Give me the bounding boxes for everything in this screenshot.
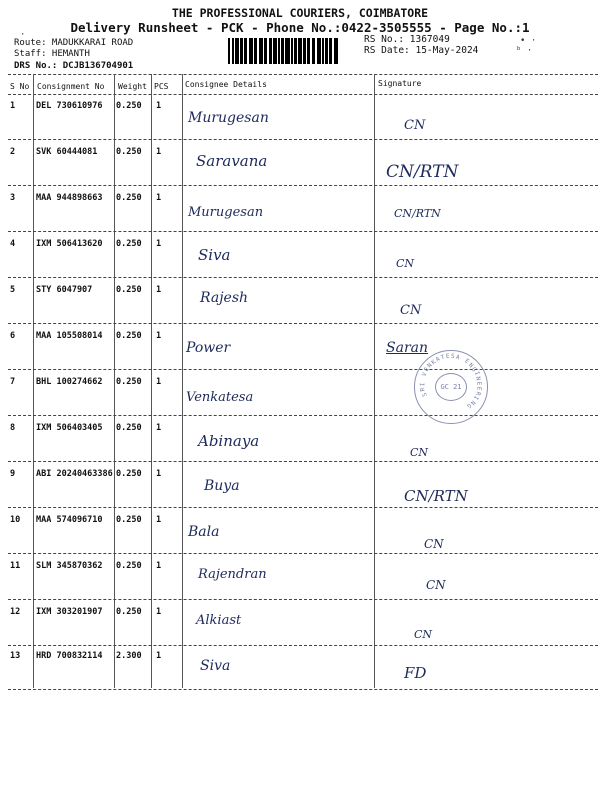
row-consignee-handwritten: Rajesh bbox=[200, 290, 249, 306]
barcode-bar bbox=[233, 38, 234, 64]
barcode-bar bbox=[242, 38, 243, 64]
barcode-bar bbox=[279, 38, 280, 64]
row-signature: CN bbox=[396, 257, 415, 270]
row-divider bbox=[8, 185, 598, 186]
row-signature: FD bbox=[404, 664, 427, 682]
row-sno: 2 bbox=[10, 147, 16, 157]
row-consignee-handwritten: Alkiast bbox=[196, 613, 242, 628]
barcode-bar bbox=[292, 38, 293, 64]
row-sno: 6 bbox=[10, 331, 16, 341]
row-sno: 10 bbox=[10, 515, 21, 525]
col-header-weight: Weight bbox=[118, 82, 147, 91]
row-sno: 1 bbox=[10, 101, 16, 111]
row-weight: 0.250 bbox=[116, 147, 142, 157]
row-divider bbox=[8, 415, 598, 416]
row-signature: CN bbox=[400, 303, 422, 318]
stamp-letter: I bbox=[419, 382, 427, 386]
row-consignment: MAA 944898663 bbox=[36, 193, 103, 203]
row-divider bbox=[8, 553, 598, 554]
col-divider bbox=[33, 74, 34, 688]
stamp-letter: I bbox=[471, 394, 480, 402]
col-divider bbox=[114, 74, 115, 688]
row-divider bbox=[8, 507, 598, 508]
row-consignee-handwritten: Power bbox=[186, 340, 231, 356]
row-consignment: ABI 20240463386 bbox=[36, 469, 113, 479]
barcode-bar bbox=[274, 38, 277, 64]
barcode-bar bbox=[245, 38, 247, 64]
stamp-center: GC 21 bbox=[435, 373, 467, 401]
col-header-signature: Signature bbox=[378, 79, 422, 88]
row-divider bbox=[8, 231, 598, 232]
row-pcs: 1 bbox=[156, 101, 162, 111]
row-signature: CN bbox=[414, 628, 433, 641]
row-consignee-handwritten: Siva bbox=[198, 246, 231, 264]
row-consignment: SLM 345870362 bbox=[36, 561, 103, 571]
row-signature: CN bbox=[424, 537, 444, 551]
stamp-letter: A bbox=[455, 353, 461, 362]
stamp-letter: N bbox=[426, 361, 434, 370]
table-bottom-rule bbox=[8, 689, 598, 690]
staff-label: Staff: HEMANTH bbox=[14, 49, 90, 59]
rs-number: RS No.: 1367049 bbox=[364, 34, 450, 45]
stamp-letter: E bbox=[445, 352, 451, 361]
barcode-bar bbox=[330, 38, 332, 64]
row-sno: 13 bbox=[10, 651, 21, 661]
row-sno: 3 bbox=[10, 193, 16, 203]
stamp-letter: E bbox=[463, 357, 471, 366]
row-sno: 8 bbox=[10, 423, 16, 433]
stamp-letter: E bbox=[474, 386, 483, 391]
barcode-bar bbox=[260, 38, 263, 64]
col-divider bbox=[151, 74, 152, 688]
col-header-sno: S No bbox=[10, 82, 30, 91]
row-pcs: 1 bbox=[156, 607, 162, 617]
row-consignment: HRD 700832114 bbox=[36, 651, 103, 661]
stamp-letter: G bbox=[470, 365, 479, 373]
table-top-rule bbox=[8, 74, 598, 75]
row-pcs: 1 bbox=[156, 285, 162, 295]
stamp-letter: N bbox=[467, 361, 475, 369]
row-divider bbox=[8, 461, 598, 462]
stamp-letter: S bbox=[450, 352, 456, 361]
row-consignee-handwritten: Saravana bbox=[196, 152, 268, 170]
row-consignment: IXM 506413620 bbox=[36, 239, 103, 249]
row-signature: CN bbox=[404, 118, 426, 133]
row-consignment: IXM 303201907 bbox=[36, 607, 103, 617]
row-sno: 7 bbox=[10, 377, 16, 387]
barcode-bar bbox=[323, 38, 324, 64]
row-consignment: DEL 730610976 bbox=[36, 101, 103, 111]
row-divider bbox=[8, 139, 598, 140]
col-divider bbox=[374, 74, 375, 688]
row-divider bbox=[8, 323, 598, 324]
row-consignee-handwritten: Buya bbox=[204, 478, 240, 494]
row-signature: CN/RTN bbox=[404, 487, 468, 505]
row-pcs: 1 bbox=[156, 469, 162, 479]
barcode-bar bbox=[308, 38, 310, 64]
row-pcs: 1 bbox=[156, 515, 162, 525]
row-pcs: 1 bbox=[156, 147, 162, 157]
barcode-bar bbox=[271, 38, 272, 64]
row-consignment: BHL 100274662 bbox=[36, 377, 103, 387]
stamp-letter: K bbox=[430, 358, 438, 367]
row-weight: 0.250 bbox=[116, 101, 142, 111]
row-consignee-handwritten: Rajendran bbox=[198, 567, 267, 582]
row-weight: 2.300 bbox=[116, 651, 142, 661]
stamp-letter: A bbox=[434, 355, 442, 364]
barcode-bar bbox=[337, 38, 338, 64]
stamp-letter: N bbox=[468, 398, 477, 406]
col-header-consignment: Consignment No bbox=[37, 82, 105, 91]
scan-mark: • · bbox=[520, 36, 537, 46]
row-signature: CN bbox=[410, 446, 429, 459]
row-consignment: SVK 60444081 bbox=[36, 147, 98, 157]
route-label: Route: MADUKKARAI ROAD bbox=[14, 38, 134, 48]
barcode-bar bbox=[296, 38, 297, 64]
header-bottom-rule bbox=[8, 94, 598, 95]
stamp-letter: R bbox=[473, 390, 482, 397]
row-pcs: 1 bbox=[156, 423, 162, 433]
row-weight: 0.250 bbox=[116, 607, 142, 617]
row-weight: 0.250 bbox=[116, 193, 142, 203]
row-sno: 11 bbox=[10, 561, 21, 571]
row-consignment: IXM 506403405 bbox=[36, 423, 103, 433]
row-pcs: 1 bbox=[156, 561, 162, 571]
row-consignee-handwritten: Abinaya bbox=[198, 432, 260, 450]
row-consignee-handwritten: Bala bbox=[188, 524, 220, 540]
row-consignee-handwritten: Murugesan bbox=[188, 110, 269, 126]
stamp-letter: E bbox=[475, 381, 483, 386]
row-signature: CN/RTN bbox=[394, 207, 441, 220]
barcode-bar bbox=[255, 38, 257, 64]
row-divider bbox=[8, 277, 598, 278]
row-pcs: 1 bbox=[156, 193, 162, 203]
row-sno: 4 bbox=[10, 239, 16, 249]
row-signature: CN bbox=[426, 578, 446, 592]
col-header-pcs: PCS bbox=[154, 82, 169, 91]
row-weight: 0.250 bbox=[116, 285, 142, 295]
barcode-bar bbox=[252, 38, 253, 64]
runsheet-subtitle: Delivery Runsheet - PCK - Phone No.:0422-3505555 - Page No.:1 bbox=[70, 20, 530, 35]
barcode-bar bbox=[238, 38, 239, 64]
stamp-letter: I bbox=[472, 370, 481, 377]
barcode-bar bbox=[228, 38, 230, 64]
row-signature: CN/RTN bbox=[386, 162, 459, 182]
row-sno: 9 bbox=[10, 469, 16, 479]
stamp-letter: N bbox=[474, 375, 482, 381]
col-divider bbox=[182, 74, 183, 688]
row-weight: 0.250 bbox=[116, 469, 142, 479]
row-pcs: 1 bbox=[156, 239, 162, 249]
row-weight: 0.250 bbox=[116, 561, 142, 571]
row-pcs: 1 bbox=[156, 651, 162, 661]
row-divider bbox=[8, 599, 598, 600]
barcode-bar bbox=[327, 38, 328, 64]
row-weight: 0.250 bbox=[116, 239, 142, 249]
drs-number: DRS No.: DCJB136704901 bbox=[14, 61, 134, 71]
row-consignee-handwritten: Murugesan bbox=[188, 205, 264, 220]
row-consignment: MAA 105508014 bbox=[36, 331, 103, 341]
col-header-consignee: Consignee Details bbox=[185, 80, 267, 89]
scan-mark: ᵇ · bbox=[516, 46, 533, 56]
barcode-bar bbox=[305, 38, 306, 64]
company-title: THE PROFESSIONAL COURIERS, COIMBATORE bbox=[171, 6, 429, 20]
row-signature: Saran bbox=[386, 340, 428, 356]
row-sno: 5 bbox=[10, 285, 16, 295]
row-divider bbox=[8, 645, 598, 646]
stamp-letter: V bbox=[420, 371, 429, 378]
row-consignee-handwritten: Siva bbox=[200, 658, 231, 674]
row-sno: 12 bbox=[10, 607, 21, 617]
barcode-bar bbox=[265, 38, 267, 64]
row-weight: 0.250 bbox=[116, 423, 142, 433]
row-weight: 0.250 bbox=[116, 515, 142, 525]
row-consignment: STY 6047907 bbox=[36, 285, 93, 295]
barcode-bar bbox=[299, 38, 302, 64]
stamp-letter: R bbox=[419, 386, 427, 392]
row-divider bbox=[8, 369, 598, 370]
row-pcs: 1 bbox=[156, 377, 162, 387]
scan-mark: · bbox=[20, 30, 26, 40]
barcode-bar bbox=[287, 38, 290, 64]
stamp-letter: S bbox=[420, 391, 429, 397]
stamp-letter: G bbox=[465, 401, 473, 410]
barcode-image bbox=[228, 38, 354, 64]
company-stamp bbox=[414, 350, 488, 424]
row-consignee-handwritten: Venkatesa bbox=[186, 390, 254, 405]
row-consignment: MAA 574096710 bbox=[36, 515, 103, 525]
barcode-bar bbox=[283, 38, 284, 64]
row-weight: 0.250 bbox=[116, 377, 142, 387]
row-pcs: 1 bbox=[156, 331, 162, 341]
barcode-bar bbox=[313, 38, 315, 64]
row-weight: 0.250 bbox=[116, 331, 142, 341]
stamp-letter: E bbox=[423, 366, 431, 374]
rs-date: RS Date: 15-May-2024 bbox=[364, 45, 479, 56]
stamp-letter: T bbox=[440, 353, 446, 362]
barcode-bar bbox=[318, 38, 321, 64]
